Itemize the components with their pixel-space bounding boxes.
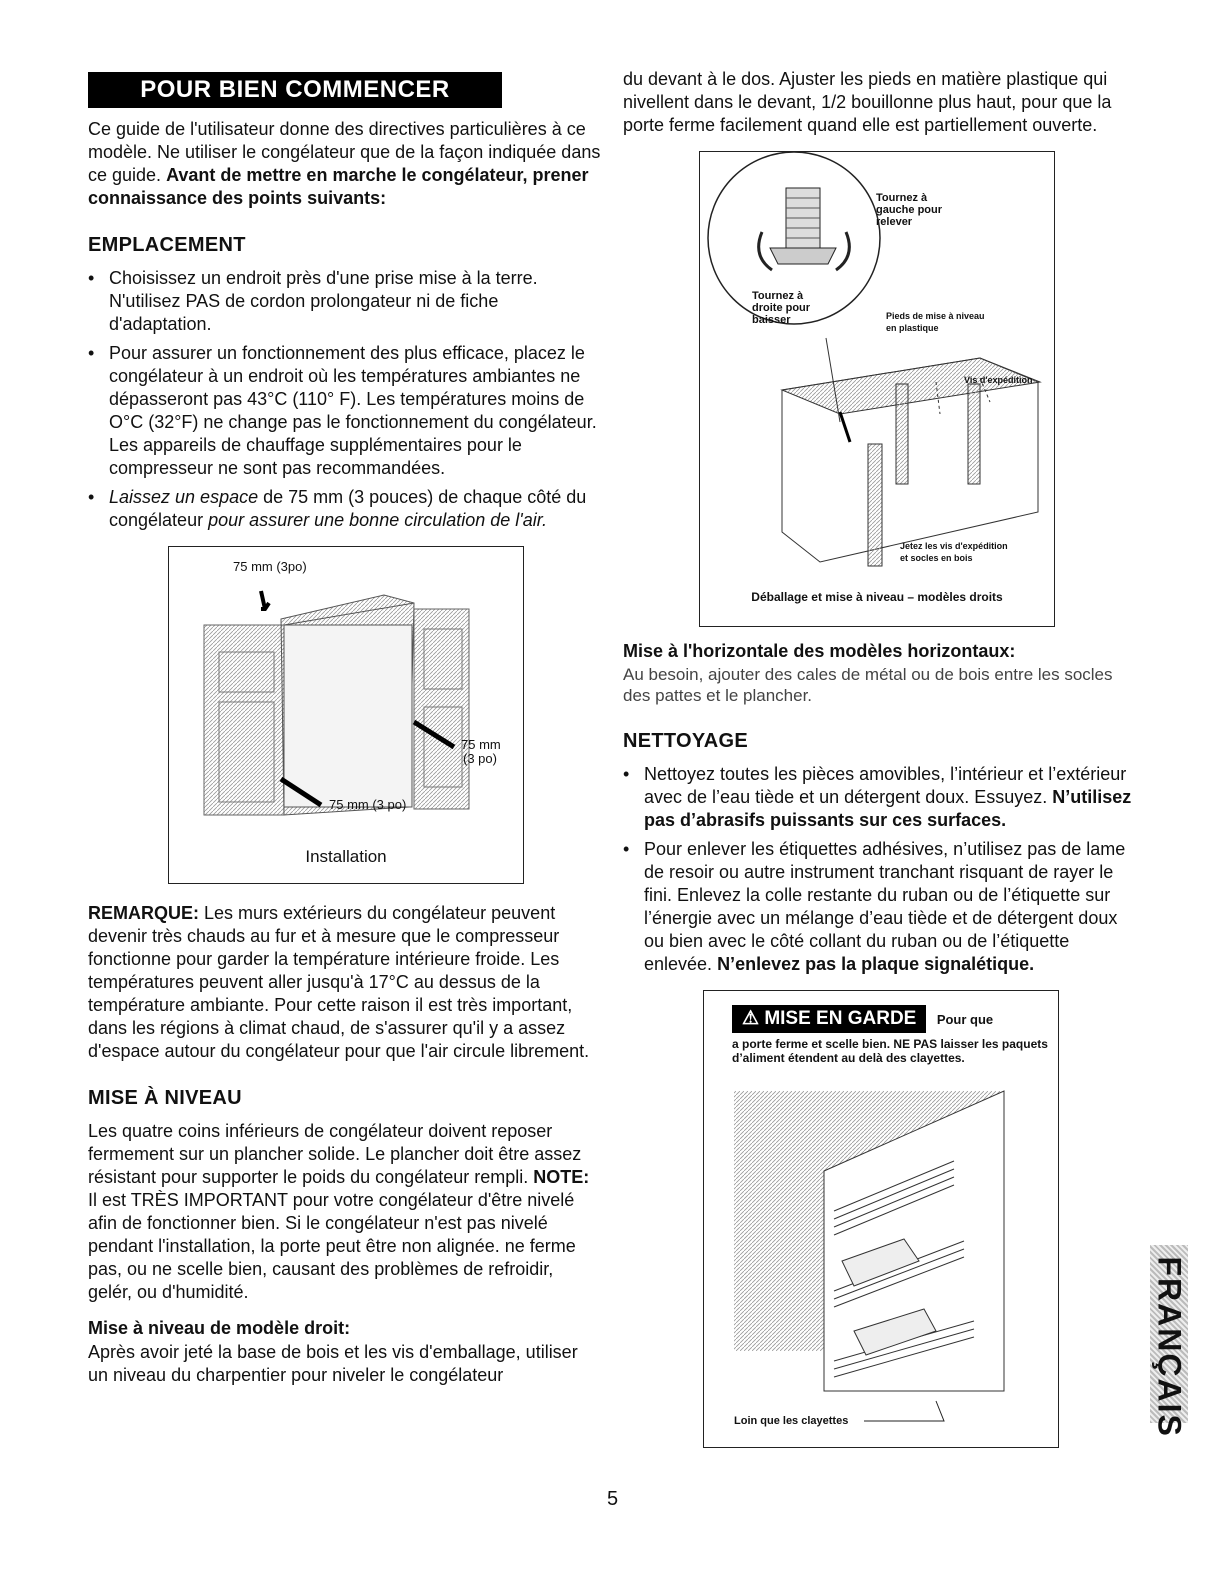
nettoyage-list — [623, 763, 1133, 976]
section-banner: POUR BIEN COMMENCER — [88, 72, 502, 108]
leveling-legs-label: Pieds de mise à niveau en plastique — [886, 311, 985, 333]
page-number: 5 — [606, 1488, 619, 1510]
list-item: • Pour enlever les étiquettes adhésives, n’utilisez pas de lame de resoir ou autre instrument tranchant risquant de rayer le fini. Enlevez la colle restante du ruban ou de l’étiquette sur l’énergie avec un mélange d’eau tiède et de détergent doux ou bien avec le côté collant du ruban ou de l’étiquette enlevée. N’enlevez pas la plaque signalétique. — [623, 839, 1126, 974]
horizontal-models-paragraph: Au besoin, ajouter des cales de métal ou de bois entre les socles des pattes et le plancher. — [623, 665, 1113, 705]
clearance-label-side-unit: (3 po) — [463, 751, 497, 766]
intro-paragraph: Ce guide de l'utilisateur donne des directives particulières à ce modèle. Ne utiliser le congélateur que de la façon indiquée dans ce guide. Avant de mettre en marche le congélateur, prener connaissance des points suivants: — [88, 119, 601, 208]
shelves-illustration — [704, 991, 1058, 1447]
upright-level-heading: Mise à niveau de modèle droit: — [88, 1318, 351, 1338]
emplacement-heading: EMPLACEMENT — [88, 234, 246, 256]
warning-triangle-icon: ⚠ — [742, 1008, 760, 1029]
figure-caption: Déballage et mise à niveau – modèles droits — [751, 590, 1003, 604]
upright-level-paragraph: Après avoir jeté la base de bois et les vis d'emballage, utiliser un niveau du charpentier pour niveler le congélateur — [88, 1342, 578, 1385]
turn-left-label: Tournez à gauche pour relever — [876, 192, 943, 228]
list-item: • Nettoyez toutes les pièces amovibles, l’intérieur et l’extérieur avec de l’eau tiède et un détergent doux. Essuyez. N’utilisez pas d’abrasifs puissants sur ces surfaces. — [623, 764, 1132, 830]
list-item: • Laissez un espace de 75 mm (3 pouces) de chaque côté du congélateur pour assurer une bonne circulation de l'air. — [88, 487, 587, 530]
clearance-label-bottom: 75 mm (3 po) — [329, 797, 407, 812]
list-item: • Choisissez un endroit près d'une prise mise à la terre. N'utilisez PAS de cordon prolongateur ni de fiche d'adaptation. — [88, 268, 538, 334]
turn-right-label: Tournez à droite pour baisser — [752, 290, 811, 326]
horizontal-models-heading: Mise à l'horizontale des modèles horizontaux: — [623, 641, 1016, 661]
nettoyage-heading: NETTOYAGE — [623, 730, 748, 752]
language-tab: FRANÇAIS — [1150, 1245, 1188, 1423]
discard-screws-label: Jetez les vis d'expédition et socles en bois — [900, 541, 1008, 563]
installation-figure — [168, 546, 524, 884]
mise-a-niveau-heading: MISE À NIVEAU — [88, 1087, 242, 1109]
warning-badge: ⚠ MISE EN GARDE — [732, 1005, 926, 1033]
warning-text: a porte ferme et scelle bien. NE PAS laisser les paquets d’aliment étendent au delà des clayettes. — [732, 1037, 1048, 1065]
shipping-screws-label: Vis d'expédition — [964, 375, 1033, 385]
clearance-label-top: 75 mm (3po) — [233, 559, 307, 574]
continued-paragraph: du devant à le dos. Ajuster les pieds en matière plastique qui nivellent dans le devant, 1/2 bouillonne plus haut, pour que la porte ferme facilement quand elle est partiellement ouverte. — [623, 69, 1112, 135]
arrow-icon — [261, 591, 269, 609]
warning-figure — [703, 990, 1059, 1448]
remarque-paragraph: REMARQUE: Les murs extérieurs du congélateur peuvent devenir très chauds au fur et à mesure que le compresseur fonctionne pour garder la température intérieure froide. Les températures peuvent aller jusqu'à 17°C au dessus de la température ambiante. Pour cette raison il est très important, dans les régions à climat chaud, de s'assurer qu'il y a assez d'espace autour du congélateur pour que l'air circule librement. — [88, 903, 590, 1061]
left-column — [88, 72, 602, 1387]
right-column — [623, 68, 1133, 1448]
leveling-figure — [699, 151, 1055, 627]
list-item: • Pour assurer un fonctionnement des plus efficace, placez le congélateur à un endroit où les températures ambiantes ne dépasseront pas 43°C (110° F). Les températures moins de O°C (32°F) ne change pas le fonctionnement du congélateur. Les appareils de chauffage supplémentaires pour le compresseur ne sont pas recommandées. — [88, 343, 597, 478]
mise-a-niveau-paragraph: Les quatre coins inférieurs de congélateur doivent reposer fermement sur un plancher solide. Le plancher doit être assez résistant pour supporter le poids du congélateur rempli. NOTE: Il est TRÈS IMPORTANT pour votre congélateur d'être nivelé afin de fonctionner bien. Si le congélateur n'est pas nivelé pendant l'installation, la porte peut être non alignée. ne ferme pas, ou ne scelle bien, causant des problèmes de refroidir, gelér, ou d'humidité. — [88, 1121, 590, 1302]
shelf-label: Loin que les clayettes — [734, 1415, 849, 1427]
warning-text-start: Pour que — [936, 1012, 994, 1027]
figure-caption: Installation — [305, 847, 387, 866]
emplacement-list — [88, 267, 602, 532]
clearance-label-side: 75 mm — [461, 737, 501, 752]
freezer-installation-illustration — [169, 547, 523, 883]
